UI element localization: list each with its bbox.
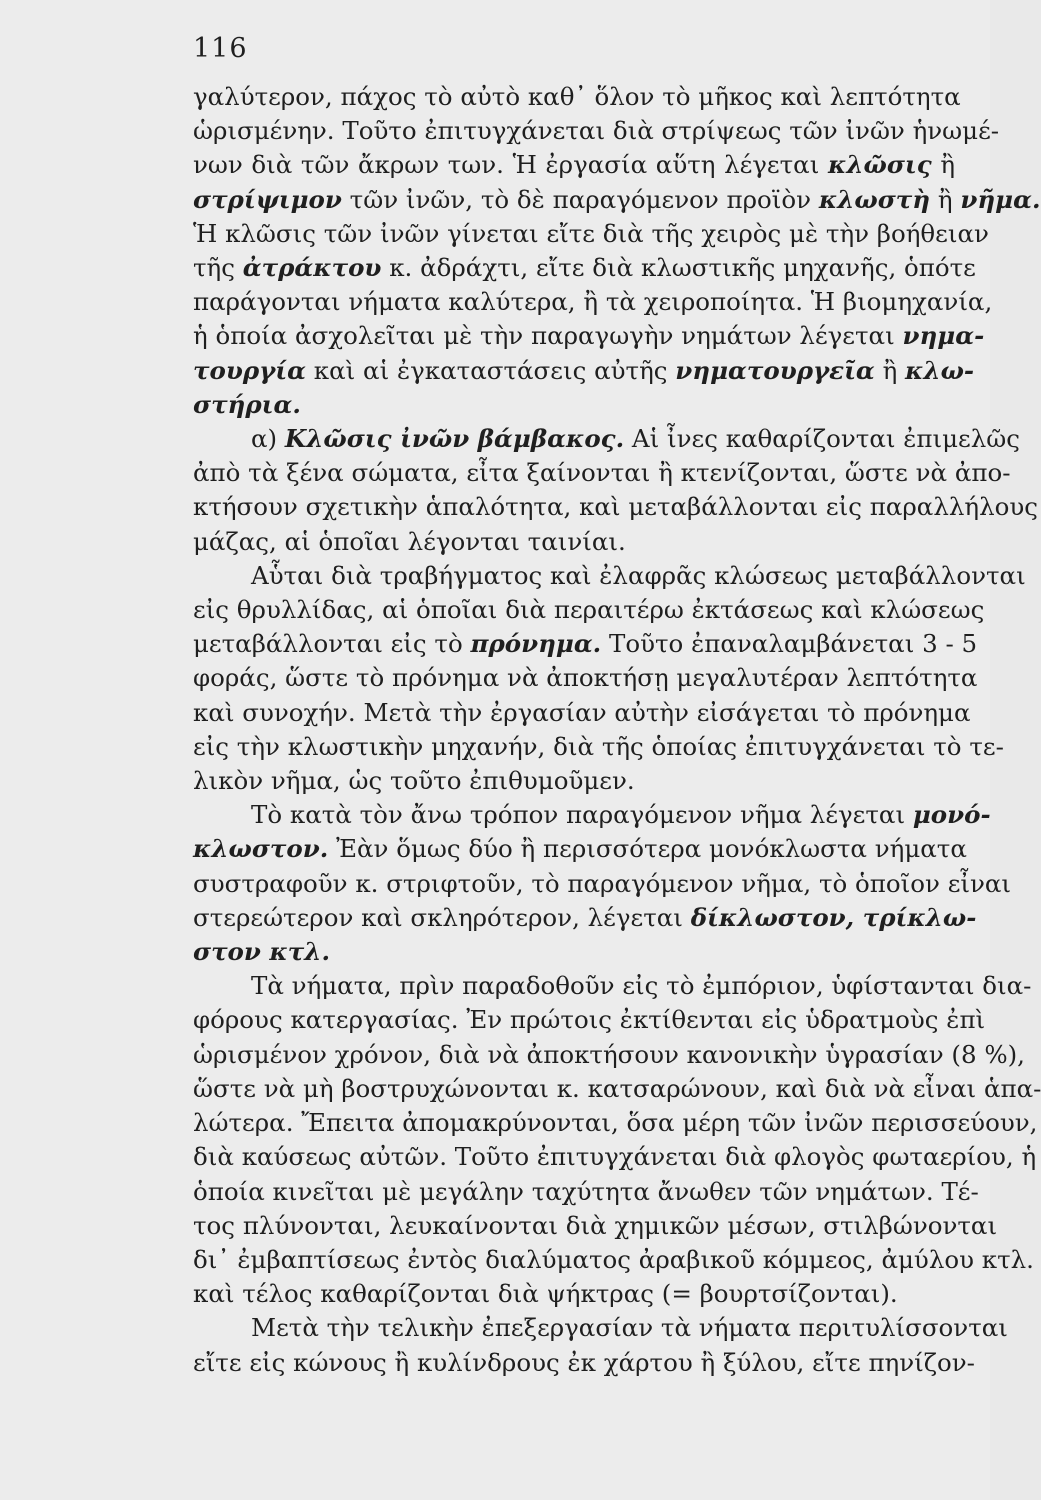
text-run: Αὗται διὰ τραβήγματος καὶ ἐλαφρᾶς κλώσεως μεταβάλλονται: [251, 560, 1026, 590]
text-line: [193, 251, 976, 285]
text-line: [193, 832, 967, 866]
text-run: συστραφοῦν κ. στριφτοῦν, τὸ παραγόμενον νῆμα, τὸ ὁποῖον εἶναι: [193, 868, 1012, 898]
emphasized-term: δίκλωστον, τρίκλω-: [690, 902, 977, 932]
text-line: [193, 456, 1011, 490]
text-run: δι᾽ ἐμβαπτίσεως ἐντὸς διαλύματος ἀραβικοῦ κόμμεος, ἀμύλου κτλ.: [193, 1244, 1034, 1274]
emphasized-term: κλω-: [905, 355, 975, 385]
text-run: διὰ καύσεως αὐτῶν. Τοῦτο ἐπιτυγχάνεται διὰ φλογὸς φωταερίου, ἡ: [193, 1142, 1037, 1172]
text-line: [193, 696, 971, 730]
emphasized-term: νῆμα.: [960, 184, 1041, 214]
text-run: καὶ αἱ ἐγκαταστάσεις αὐτῆς: [306, 355, 676, 385]
text-line: [193, 901, 977, 935]
text-line: [193, 1311, 1008, 1345]
text-run: μάζας, αἱ ὁποῖαι λέγονται ταινίαι.: [193, 526, 626, 556]
text-run: τῶν ἰνῶν, τὸ δὲ παραγόμενον προϊὸν: [341, 184, 819, 214]
text-run: ἢ: [874, 355, 906, 385]
text-line: [193, 867, 1012, 901]
text-line: [193, 1346, 975, 1380]
text-run: καὶ συνοχήν. Μετὰ τὴν ἐργασίαν αὐτὴν εἰσάγεται τὸ πρόνημα: [193, 697, 971, 727]
text-line: [193, 80, 961, 114]
text-line: [193, 1277, 955, 1311]
text-line: [193, 285, 993, 319]
text-run: εἴτε εἰς κώνους ἢ κυλίνδρους ἐκ χάρτου ἢ ξύλου, εἴτε πηνίζον-: [193, 1347, 975, 1377]
text-line: [193, 1072, 1041, 1106]
text-run: κτήσουν σχετικὴν ἁπαλότητα, καὶ μεταβάλλονται εἰς παραλλήλους: [193, 492, 1038, 522]
emphasized-term: στρίψιμον: [193, 184, 342, 214]
emphasized-term: νηματουργεῖα: [675, 355, 875, 385]
emphasized-term: μονό-: [912, 800, 991, 830]
text-line: [193, 969, 1032, 1003]
emphasized-term: ἀτράκτου: [242, 253, 382, 283]
text-run: ὥστε νὰ μὴ βοστρυχώνονται κ. κατσαρώνουν, καὶ διὰ νὰ εἶναι ἁπα-: [193, 1073, 1041, 1103]
text-run: ὡρισμένον χρόνον, διὰ νὰ ἀποκτήσουν κανονικὴν ὑγρασίαν (8 %),: [193, 1039, 1025, 1069]
text-line: [193, 1175, 979, 1209]
text-run: στερεώτερον καὶ σκληρότερον, λέγεται: [193, 902, 691, 932]
text-run: ἢ: [930, 184, 961, 214]
text-line: [193, 1003, 986, 1037]
text-run: Τὸ κατὰ τὸν ἄνω τρόπον παραγόμενον νῆμα λέγεται: [251, 800, 913, 830]
emphasized-term: κλωστον.: [193, 834, 329, 864]
text-run: τῆς: [193, 253, 243, 283]
text-run: Τὰ νήματα, πρὶν παραδοθοῦν εἰς τὸ ἐμπόριον, ὑφίστανται δια-: [251, 971, 1032, 1001]
text-line: [193, 935, 955, 969]
text-run: ἡ ὁποία ἀσχολεῖται μὲ τὴν παραγωγὴν νημάτων λέγεται: [193, 321, 903, 351]
emphasized-term: τουργία: [193, 355, 307, 385]
text-line: [193, 1106, 1038, 1140]
text-run: Ἡ κλῶσις τῶν ἰνῶν γίνεται εἴτε διὰ τῆς χειρὸς μὲ τὴν βοήθειαν: [193, 218, 989, 248]
body-text: [193, 80, 1041, 1380]
text-line: [193, 1243, 1034, 1277]
text-line: [193, 1140, 1037, 1174]
text-run: καὶ τέλος καθαρίζονται διὰ ψήκτρας (= βουρτσίζονται).: [193, 1279, 898, 1309]
text-line: [193, 319, 985, 353]
text-run: λώτερα. Ἔπειτα ἀπομακρύνονται, ὅσα μέρη τῶν ἰνῶν περισσεύουν,: [193, 1108, 1038, 1138]
emphasized-term: κλωστὴ: [818, 184, 931, 214]
text-line: [193, 593, 985, 627]
text-run: ὁποία κινεῖται μὲ μεγάλην ταχύτητα ἄνωθεν τῶν νημάτων. Τέ-: [193, 1176, 979, 1206]
text-run: εἰς θρυλλίδας, αἱ ὁποῖαι διὰ περαιτέρω ἐκτάσεως καὶ κλώσεως: [193, 595, 985, 625]
text-line: [193, 798, 991, 832]
emphasized-term: νημα-: [902, 321, 985, 351]
emphasized-term: στον κτλ.: [193, 937, 330, 967]
text-line: [193, 217, 989, 251]
text-run: φόρους κατεργασίας. Ἐν πρώτοις ἐκτίθενται εἰς ὑδρατμοὺς ἐπὶ: [193, 1005, 986, 1035]
text-run: Τοῦτο ἐπαναλαμβάνεται 3 - 5: [601, 629, 978, 659]
emphasized-term: κλῶσις: [827, 150, 932, 180]
text-run: μεταβάλλονται εἰς τὸ: [193, 629, 471, 659]
text-run: Αἱ ἶνες καθαρίζονται ἐπιμελῶς: [624, 424, 1020, 454]
page-number: 116: [193, 33, 248, 64]
text-line: [193, 114, 1000, 148]
emphasized-term: Κλῶσις ἰνῶν βάμβακος.: [284, 424, 625, 454]
text-line: [193, 730, 1004, 764]
text-run: νων διὰ τῶν ἄκρων των. Ἡ ἐργασία αὕτη λέγεται: [193, 150, 828, 180]
text-run: παράγονται νήματα καλύτερα, ἢ τὰ χειροποίητα. Ἡ βιομηχανία,: [193, 287, 993, 317]
text-line: [193, 627, 978, 661]
text-run: τος πλύνονται, λευκαίνονται διὰ χημικῶν μέσων, στιλβώνονται: [193, 1210, 998, 1240]
text-run: ὡρισμένην. Τοῦτο ἐπιτυγχάνεται διὰ στρίψεως τῶν ἰνῶν ἡνωμέ-: [193, 116, 1000, 146]
text-run: Μετὰ τὴν τελικὴν ἐπεξεργασίαν τὰ νήματα περιτυλίσσονται: [251, 1313, 1008, 1343]
text-line: [193, 1209, 998, 1243]
text-line: [193, 525, 955, 559]
emphasized-term: πρόνημα.: [470, 629, 602, 659]
text-run: κ. ἀδράχτι, εἴτε διὰ κλωστικῆς μηχανῆς, ὁπότε: [381, 253, 976, 283]
text-run: εἰς τὴν κλωστικὴν μηχανήν, διὰ τῆς ὁποίας ἐπιτυγχάνεται τὸ τε-: [193, 731, 1004, 761]
text-run: φοράς, ὥστε τὸ πρόνημα νὰ ἀποκτήσῃ μεγαλυτέραν λεπτότητα: [193, 663, 978, 693]
text-line: [193, 490, 1038, 524]
text-run: ἢ: [931, 150, 955, 180]
text-line: [193, 354, 975, 388]
text-line: [193, 661, 978, 695]
emphasized-term: στήρια.: [193, 389, 301, 419]
text-run: α): [251, 424, 285, 454]
text-line: [193, 764, 955, 798]
text-run: Ἐὰν ὅμως δύο ἢ περισσότερα μονόκλωστα νήματα: [328, 834, 967, 864]
text-run: ἀπὸ τὰ ξένα σώματα, εἶτα ξαίνονται ἢ κτενίζονται, ὥστε νὰ ἀπο-: [193, 458, 1011, 488]
text-line: [193, 183, 1041, 217]
text-line: [193, 422, 1020, 456]
text-line: [193, 388, 955, 422]
text-line: [193, 1038, 1025, 1072]
text-line: [193, 148, 955, 182]
text-line: [193, 559, 1026, 593]
text-run: λικὸν νῆμα, ὡς τοῦτο ἐπιθυμοῦμεν.: [193, 766, 635, 796]
text-run: γαλύτερον, πάχος τὸ αὐτὸ καθ᾽ ὅλον τὸ μῆκος καὶ λεπτότητα: [193, 82, 961, 111]
